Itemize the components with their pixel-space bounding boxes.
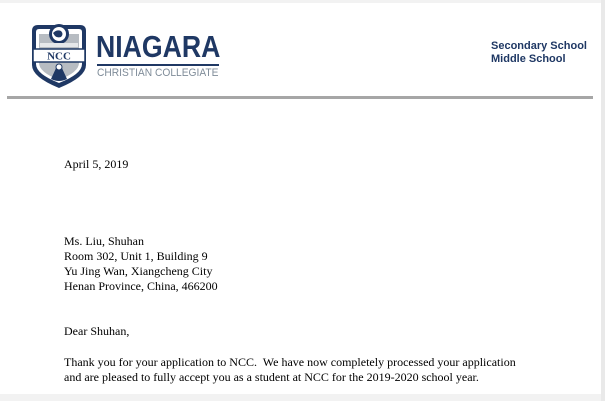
- school-division: Middle School: [491, 53, 566, 65]
- address-line: Room 302, Unit 1, Building 9: [64, 249, 208, 263]
- header-divider: [7, 96, 593, 99]
- salutation: Dear Shuhan,: [64, 324, 130, 338]
- address-line: Ms. Liu, Shuhan: [64, 234, 145, 248]
- brand-subtitle: CHRISTIAN COLLEGIATE: [97, 67, 219, 79]
- brand-name: NIAGARA: [96, 29, 221, 64]
- scrollbar-track[interactable]: [601, 0, 605, 401]
- address-line: Yu Jing Wan, Xiangcheng City: [64, 264, 213, 278]
- school-division: Secondary School: [491, 40, 587, 52]
- letter-date: April 5, 2019: [64, 157, 129, 171]
- address-line: Henan Province, China, 466200: [64, 279, 218, 293]
- ncc-shield-emblem-icon: [28, 19, 90, 89]
- body-line: Thank you for your application to NCC. We have now completely processed your application: [64, 355, 516, 369]
- letter-body: [64, 355, 516, 385]
- emblem-text: NCC: [47, 50, 71, 63]
- school-logo: [28, 19, 228, 89]
- recipient-address: [64, 234, 218, 294]
- brand-underline: [97, 64, 219, 66]
- body-line: and are pleased to fully accept you as a student at NCC for the 2019-2020 school year.: [64, 370, 479, 384]
- school-divisions: [491, 40, 587, 66]
- letter-page: [0, 3, 601, 394]
